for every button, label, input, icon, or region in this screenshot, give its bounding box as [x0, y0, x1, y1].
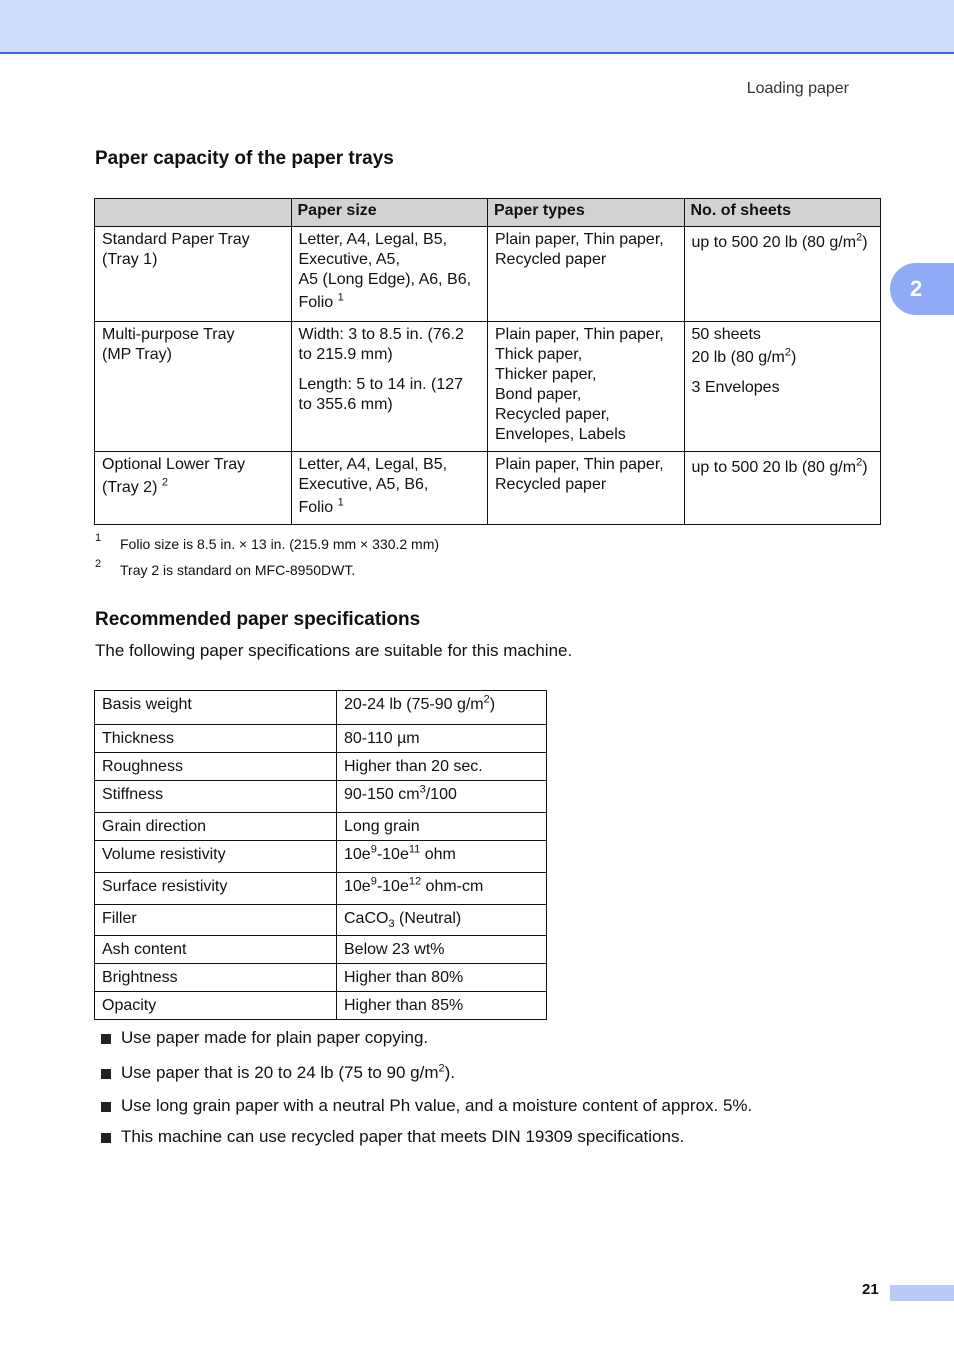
recommended-intro: The following paper specifications are suitable for this machine. [95, 641, 573, 660]
text-line: to 215.9 mm) [298, 346, 393, 363]
spec-label: Roughness [95, 753, 337, 781]
text-line: Thicker paper, [495, 366, 597, 383]
table-row [95, 964, 547, 992]
bullet-text: Use paper made for plain paper copying. [121, 1028, 429, 1047]
text-line: Standard Paper Tray [102, 231, 250, 248]
footnote-number: 2 [95, 558, 102, 570]
spec-value [337, 905, 547, 936]
list-item [101, 1096, 752, 1116]
column-header-paper-types: Paper types [488, 199, 685, 227]
footnote-ref: 2 [161, 476, 168, 489]
chapter-tab[interactable] [890, 263, 954, 315]
spec-label: Basis weight [95, 691, 337, 725]
spec-label: Opacity [95, 992, 337, 1020]
text-line: Plain paper, Thin paper, [495, 456, 664, 473]
footer-band [890, 1285, 954, 1301]
table-row [95, 813, 547, 841]
spec-label: Surface resistivity [95, 873, 337, 905]
column-header-paper-size: Paper size [291, 199, 488, 227]
table-row-lower-tray [95, 452, 881, 525]
text-line: 3 Envelopes [691, 379, 780, 396]
text-line [299, 498, 482, 518]
value-text: 10e [344, 878, 371, 895]
value-text: 90-150 cm [344, 786, 420, 803]
bullet-text: This machine can use recycled paper that meets DIN 19309 specifications. [121, 1127, 685, 1146]
spec-value [337, 936, 547, 964]
text-line [299, 293, 482, 313]
spec-label: Stiffness [95, 781, 337, 813]
paper-capacity-table [94, 198, 881, 525]
table-row [95, 781, 547, 813]
footnote-text: Tray 2 is standard on MFC-8950DWT. [120, 562, 356, 578]
footnote-text: Folio size is 8.5 in. × 13 in. (215.9 mm × 330.2 mm) [120, 536, 440, 552]
paper-types-cell [488, 322, 685, 452]
sheets-text: ) [862, 459, 868, 476]
paper-size-cell [291, 227, 488, 322]
text-line: Multi-purpose Tray [102, 326, 235, 343]
value-text: ohm [420, 846, 456, 863]
superscript: 2 [438, 1062, 445, 1075]
value-text: Higher than 85% [344, 997, 464, 1014]
square-bullet-icon [101, 1133, 111, 1143]
spec-value [337, 753, 547, 781]
paper-size-cell [291, 452, 488, 525]
text-line: Letter, A4, Legal, B5, [298, 456, 448, 473]
size-text: Folio [298, 294, 334, 311]
value-text: 80-110 µm [344, 730, 420, 747]
value-text: /100 [425, 786, 457, 803]
table-row [95, 691, 547, 725]
subscript: 3 [388, 918, 395, 931]
text-line: Executive, A5, B6, [298, 476, 429, 493]
text-line [692, 458, 875, 478]
text-line: to 355.6 mm) [298, 396, 393, 413]
tray-cell [95, 322, 292, 452]
spec-value [337, 725, 547, 753]
column-header-sheets: No. of sheets [684, 199, 881, 227]
text-line: (MP Tray) [102, 346, 172, 363]
text-line: Plain paper, Thin paper, [495, 326, 664, 343]
spacer [692, 368, 875, 378]
spec-value [337, 841, 547, 873]
table-row [95, 905, 547, 936]
spec-label: Brightness [95, 964, 337, 992]
spec-label: Thickness [95, 725, 337, 753]
superscript: 3 [419, 783, 426, 796]
spec-label: Ash content [95, 936, 337, 964]
sheets-cell [684, 227, 881, 322]
tray-text: (Tray 2) [102, 479, 158, 496]
table-row [95, 992, 547, 1020]
sheets-cell [684, 322, 881, 452]
column-header-tray [95, 199, 292, 227]
text-line [692, 233, 875, 253]
page-number: 21 [862, 1281, 879, 1298]
value-text: Long grain [344, 818, 420, 835]
text-line: Bond paper, [495, 386, 582, 403]
text-line: Letter, A4, Legal, B5, [298, 231, 448, 248]
list-item [101, 1063, 455, 1083]
value-text: -10e [376, 846, 409, 863]
paper-types-cell [488, 452, 685, 525]
square-bullet-icon [101, 1102, 111, 1112]
text-line: Optional Lower Tray [102, 456, 246, 473]
top-header-band [0, 0, 954, 54]
superscript: 9 [370, 843, 377, 856]
table-row [95, 725, 547, 753]
sheets-cell [684, 452, 881, 525]
sheets-text: ) [791, 349, 797, 366]
spec-value [337, 691, 547, 725]
text-line: Thick paper, [495, 346, 583, 363]
square-bullet-icon [101, 1034, 111, 1044]
square-bullet-icon [101, 1069, 111, 1079]
paper-types-cell [488, 227, 685, 322]
text-line: Width: 3 to 8.5 in. (76.2 [298, 326, 464, 343]
value-text: CaCO [344, 910, 389, 927]
sheets-text: ) [862, 234, 868, 251]
text-line: 50 sheets [691, 326, 761, 343]
spec-label: Grain direction [95, 813, 337, 841]
text-line: Plain paper, Thin paper, [495, 231, 664, 248]
superscript: 2 [483, 693, 490, 706]
footnote-ref: 1 [337, 496, 344, 509]
spec-label: Volume resistivity [95, 841, 337, 873]
table-row [95, 936, 547, 964]
text-line [692, 348, 875, 368]
text-line: Recycled paper [495, 476, 607, 493]
text-line: Executive, A5, [298, 251, 400, 268]
superscript: 12 [408, 875, 422, 888]
value-text: Higher than 80% [344, 969, 464, 986]
table-row [95, 873, 547, 905]
spec-value [337, 964, 547, 992]
table-row [95, 753, 547, 781]
bullet-text: Use paper that is 20 to 24 lb (75 to 90 g/m [121, 1063, 439, 1082]
text-line: Recycled paper, [495, 406, 610, 423]
value-text: 20-24 lb (75-90 g/m [344, 696, 484, 713]
bullet-text: ). [444, 1063, 456, 1082]
text-line: A5 (Long Edge), A6, B6, [298, 271, 472, 288]
chapter-number: 2 [910, 276, 923, 301]
text-line [102, 478, 285, 498]
capacity-section-title: Paper capacity of the paper trays [95, 148, 394, 169]
superscript: 2 [856, 231, 863, 244]
spec-value [337, 781, 547, 813]
bullet-text: Use long grain paper with a neutral Ph value, and a moisture content of approx. 5%. [121, 1096, 753, 1115]
value-text: (Neutral) [394, 910, 462, 927]
value-text: Below 23 wt% [344, 941, 445, 958]
paper-spec-table [94, 690, 547, 1020]
paper-size-cell [291, 322, 488, 452]
spec-value [337, 813, 547, 841]
footnote-ref: 1 [337, 291, 344, 304]
value-text: Higher than 20 sec. [344, 758, 483, 775]
size-text: Folio [298, 499, 334, 516]
value-text: ) [489, 696, 496, 713]
sheets-text: up to 500 20 lb (80 g/m [691, 459, 857, 476]
superscript: 2 [856, 456, 863, 469]
table-row-mp-tray [95, 322, 881, 452]
table-row [95, 841, 547, 873]
superscript: 9 [370, 875, 377, 888]
text-line: Envelopes, Labels [495, 426, 626, 443]
spec-label: Filler [95, 905, 337, 936]
running-header-title: Loading paper [746, 80, 849, 97]
tray-cell [95, 452, 292, 525]
value-text: ohm-cm [421, 878, 484, 895]
value-text: -10e [376, 878, 409, 895]
tray-cell [95, 227, 292, 322]
superscript: 11 [408, 843, 421, 856]
spec-value [337, 873, 547, 905]
table-header-row [95, 199, 881, 227]
sheets-text: up to 500 20 lb (80 g/m [691, 234, 857, 251]
sheets-text: 20 lb (80 g/m [691, 349, 785, 366]
list-item [101, 1028, 428, 1048]
value-text: 10e [344, 846, 371, 863]
superscript: 2 [784, 346, 792, 359]
text-line: Recycled paper [495, 251, 607, 268]
table-row-standard-tray [95, 227, 881, 322]
text-line: (Tray 1) [102, 251, 158, 268]
list-item [101, 1127, 684, 1147]
spec-value [337, 992, 547, 1020]
footnote-number: 1 [95, 532, 102, 544]
recommended-section-title: Recommended paper specifications [95, 609, 421, 630]
spacer [299, 365, 482, 375]
text-line: Length: 5 to 14 in. (127 [298, 376, 464, 393]
